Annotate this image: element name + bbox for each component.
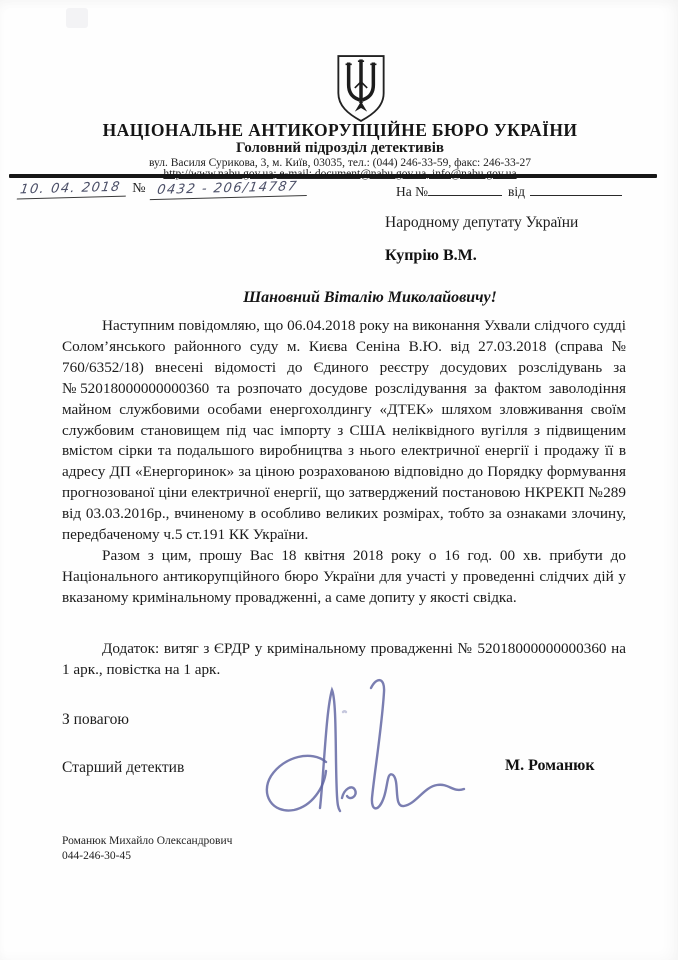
signer-position: Старший детектив [62,759,185,776]
signer-name: М. Романюк [505,757,595,774]
contact-person: Романюк Михайло Олександрович [62,835,233,847]
addressee-title: Народному депутату України [385,214,579,231]
scan-smudge [66,8,88,28]
org-address: вул. Василя Сурикова, 3, м. Київ, 03035, тел.: (044) 246-33-59, факс: 246-33-27 [148,156,532,169]
incoming-label: На № [396,184,428,199]
handwritten-number: 0432 - 206/14787 [150,179,309,200]
outgoing-reference [18,181,308,201]
org-division: Головний підрозділ детективів [235,140,445,156]
closing-regards: З повагою [62,711,129,728]
blank-line [530,182,622,196]
salutation: Шановний Віталію Миколайовичу! [243,289,497,306]
number-sign: № [132,181,146,196]
org-name: НАЦІОНАЛЬНЕ АНТИКОРУПЦІЙНЕ БЮРО УКРАЇНИ [102,120,578,140]
header-divider [9,174,657,178]
contact-phone: 044-246-30-45 [62,850,131,862]
handwritten-date: 10. 04. 2018 [17,180,128,200]
from-label: від [508,184,525,199]
body-paragraph-2: Разом з цим, прошу Вас 18 квітня 2018 року о 16 год. 00 хв. прибути до Національного антикорупційного бюро України для участі у проведенні слідчих дій у вказаному кримінальному провадженні, а саме допиту у якості свідка. [62,546,626,606]
attachment-paragraph: Додаток: витяг з ЄРДР у кримінальному провадженні № 52018000000000360 на 1 арк., повістка на 1 арк. [62,639,626,678]
blank-line [428,182,502,196]
handwritten-signature-icon [250,668,480,826]
body-paragraph-1: Наступним повідомляю, що 06.04.2018 року на виконання Ухвали слідчого судді Солом’янського районного суду м. Києва Сеніна В.Ю. від 27.03.2018 (справа № 760/6352/18) внесені відомості до Єдиного реєстру досудових розслідувань за №52018000000000360 та розпочато досудове розслідування за фактом заволодіння майном службовими особами енергохолдингу «ДТЕК» шляхом зловживання своїм службовим становищем під час імпорту з США неліквідного вугілля з підвищеним вмістом сірки та подальшого виробництва з нього електричної енергії і продажу її в адресу ДП «Енергоринок» за ціною розрахованою відповідно до Порядку формування прогнозованої ціни електричної енергії, що затверджений постановою НКРЕКП №289 від 03.03.2016р., вчиненому в особливо великих розмірах, тобто за ознаками злочину, передбаченому ч.5 ст.191 КК України. [62,317,626,544]
addressee-name: Купрію В.М. [385,247,477,264]
ukraine-trident-shield-icon [330,54,392,124]
letter-body [62,316,626,681]
incoming-reference [396,182,622,200]
